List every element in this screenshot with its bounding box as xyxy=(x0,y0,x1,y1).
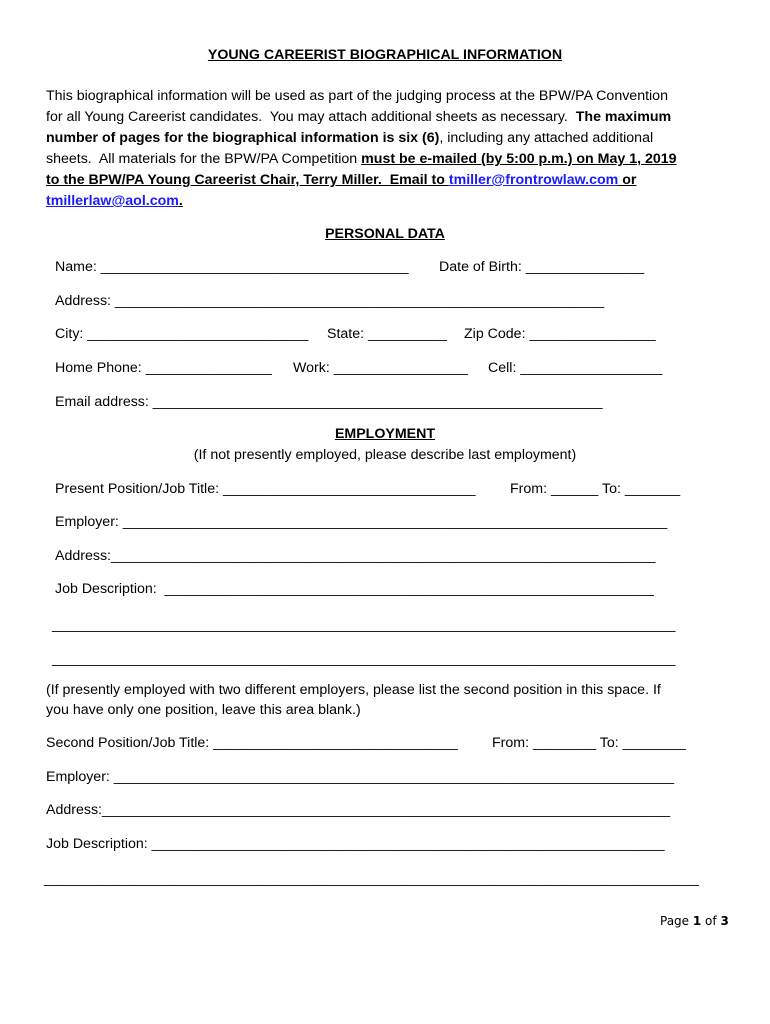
intro-text: This biographical information will be used as part of the judging process at the BPW/PA Convention xyxy=(46,88,668,104)
intro-bold-text: . xyxy=(178,193,183,209)
second-job-description-line[interactable]: ___________________________________________________________________________________ xyxy=(44,871,699,887)
second-job-description-field[interactable]: Job Description: _________________________________________________________________ xyxy=(46,836,665,852)
intro-line-1 xyxy=(46,87,668,105)
intro-bold-text: number of pages for the biographical information is six (6) xyxy=(46,130,440,146)
address-field[interactable]: Address: ______________________________________________________________ xyxy=(55,293,605,309)
present-dates-field[interactable]: From: ______ To: _______ xyxy=(510,481,681,497)
intro-text: sheets. All materials for the BPW/PA Competition xyxy=(46,151,362,167)
email-link-frontrow[interactable]: tmiller@frontrowlaw.com xyxy=(448,172,619,188)
work-phone-field[interactable]: Work: _________________ xyxy=(293,360,468,376)
job-description-line[interactable]: _______________________________________________________________________________ xyxy=(52,651,676,667)
intro-line-6 xyxy=(46,192,183,210)
employer-field[interactable]: Employer: _____________________________________________________________________ xyxy=(55,514,668,530)
intro-line-2 xyxy=(46,108,671,126)
email-address-field[interactable]: Email address: _________________________________________________________ xyxy=(55,394,603,410)
cell-phone-field[interactable]: Cell: __________________ xyxy=(488,360,663,376)
intro-line-3 xyxy=(46,129,653,147)
page-of-label: of xyxy=(701,914,721,928)
name-field[interactable]: Name: _______________________________________ xyxy=(55,259,409,275)
intro-line-5 xyxy=(46,171,636,189)
second-dates-field[interactable]: From: ________ To: ________ xyxy=(492,735,686,751)
second-employer-field[interactable]: Employer: _______________________________________________________________________ xyxy=(46,769,675,785)
intro-bold-text: or xyxy=(618,172,637,188)
page-title: YOUNG CAREERIST BIOGRAPHICAL INFORMATION xyxy=(207,47,563,63)
personal-data-heading: PERSONAL DATA xyxy=(325,226,445,242)
city-field[interactable]: City: ____________________________ xyxy=(55,326,309,342)
second-position-note-1: (If presently employed with two different employers, please list the second position in this space. If xyxy=(46,682,661,698)
employment-subheading: (If not presently employed, please describe last employment) xyxy=(193,447,577,463)
page-number xyxy=(660,912,729,930)
employer-address-field[interactable]: Address:_____________________________________________________________________ xyxy=(55,548,656,564)
job-description-line[interactable]: _______________________________________________________________________________ xyxy=(52,617,676,633)
second-position-field[interactable]: Second Position/Job Title: _______________________________ xyxy=(46,735,458,751)
intro-text: , including any attached additional xyxy=(439,130,654,146)
employment-heading: EMPLOYMENT xyxy=(334,426,436,442)
second-address-field[interactable]: Address:________________________________________________________________________ xyxy=(46,802,671,818)
intro-bold-text: The maximum xyxy=(575,109,672,125)
home-phone-field[interactable]: Home Phone: ________________ xyxy=(55,360,272,376)
second-position-note-2: you have only one position, leave this area blank.) xyxy=(46,702,361,718)
intro-line-4 xyxy=(46,150,677,168)
page-label: Page xyxy=(660,914,693,928)
chair-text: to the BPW/PA Young Careerist Chair, Terry Miller. Email to xyxy=(46,172,449,188)
intro-text: for all Young Careerist candidates. You may attach additional sheets as necessary. xyxy=(46,109,576,125)
date-of-birth-field[interactable]: Date of Birth: _______________ xyxy=(439,259,645,275)
email-link-aol[interactable]: tmillerlaw@aol.com xyxy=(46,193,179,209)
zip-code-field[interactable]: Zip Code: ________________ xyxy=(464,326,656,342)
current-page: 1 xyxy=(692,914,702,928)
total-pages: 3 xyxy=(720,914,729,928)
job-description-field[interactable]: Job Description: ______________________________________________________________ xyxy=(55,581,654,597)
deadline-text: must be e-mailed (by 5:00 p.m.) on May 1, 2019 xyxy=(361,151,677,167)
present-position-field[interactable]: Present Position/Job Title: ________________________________ xyxy=(55,481,476,497)
state-field[interactable]: State: __________ xyxy=(327,326,447,342)
